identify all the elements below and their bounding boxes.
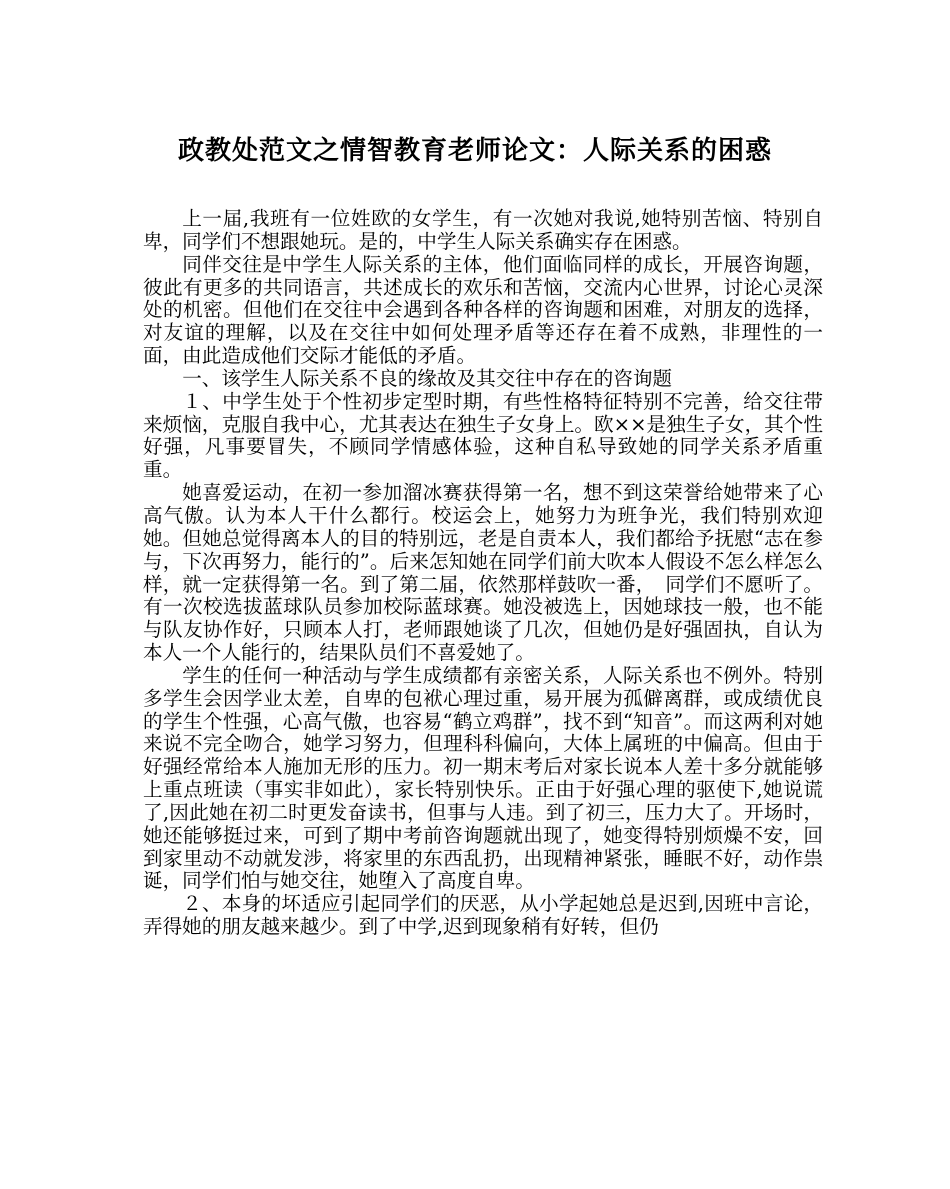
document-body xyxy=(143,208,823,939)
paragraph-academics: 学生的任何一种活动与学生成绩都有亲密关系，人际关系也不例外。特别多学生会因学业太差，自卑的包袱心理过重，易开展为孤僻离群，或成绩优良的学生个性强，心高气傲，也容易“鹤立鸡群”，找不到“知音”。而这两利对她来说不完全吻合，她学习努力，但理科科偏向，大体上属班的中偏高。但由于好强经常给本人施加无形的压力。初一期末考后对家长说本人差十多分就能够上重点班读（事实非如此），家长特别快乐。正由于好强心理的驱使下,她说谎了,因此她在初二时更发奋读书，但事与人违。到了初三，压力大了。开场时，她还能够挺过来，可到了期中考前咨询题就出现了，她变得特别烦燥不安，回到家里动不动就发涉，将家里的东西乱扔，出现精神紧张，睡眠不好，动作祟诞，同学们怕与她交往，她堕入了高度自卑。 xyxy=(143,663,823,893)
document-title: 政教处范文之情智教育老师论文：人际关系的困惑 xyxy=(177,136,772,166)
paragraph-sports: 她喜爱运动，在初一参加溜冰赛获得第一名，想不到这荣誉给她带来了心高气傲。认为本人干什么都行。校运会上，她努力为班争光，我们特别欢迎她。但她总觉得离本人的目的特别远，老是自责本人，我们都给予抚慰“志在参与，下次再努力，能行的”。后来怎知她在同学们前大吹本人假设不怎么样怎么样，就一定获得第一名。到了第二届，依然那样鼓吹一番， 同学们不愿听了。有一次校选拔蓝球队员参加校际蓝球赛。她没被选上，因她球技一般，也不能与队友协作好，只顾本人打，老师跟她谈了几次，但她仍是好强固执，自认为本人一个人能行的，结果队员们不喜爱她了。 xyxy=(143,481,823,665)
paragraph-point-1: １、中学生处于个性初步定型时期，有些性格特征特别不完善，给交往带来烦恼，克服自我中心，尤其表达在独生子女身上。欧××是独生子女，其个性好强，凡事要冒失，不顾同学情感体验，这种自私导致她的同学关系矛盾重重。 xyxy=(143,389,823,482)
paragraph-peer-interaction: 同伴交往是中学生人际关系的主体，他们面临同样的成长，开展咨询题，彼此有更多的共同语言，共述成长的欢乐和苦恼，交流内心世界，讨论心灵深处的机密。但他们在交往中会遇到各种各样的咨询题和困难，对朋友的选择，对友谊的理解，以及在交往中如何处理矛盾等还存在着不成熟，非理性的一面，由此造成他们交际才能低的矛盾。 xyxy=(143,252,823,368)
paragraph-intro: 上一届,我班有一位姓欧的女学生，有一次她对我说,她特别苦恼、特别自卑，同学们不想跟她玩。是的，中学生人际关系确实存在困惑。 xyxy=(143,207,823,253)
paragraph-point-2: ２、本身的坏适应引起同学们的厌恶，从小学起她总是迟到,因班中言论，弄得她的朋友越来越少。到了中学,迟到现象稍有好转，但仍 xyxy=(143,892,823,939)
section-heading-1: 一、该学生人际关系不良的缘故及其交往中存在的咨询题 xyxy=(182,366,673,390)
